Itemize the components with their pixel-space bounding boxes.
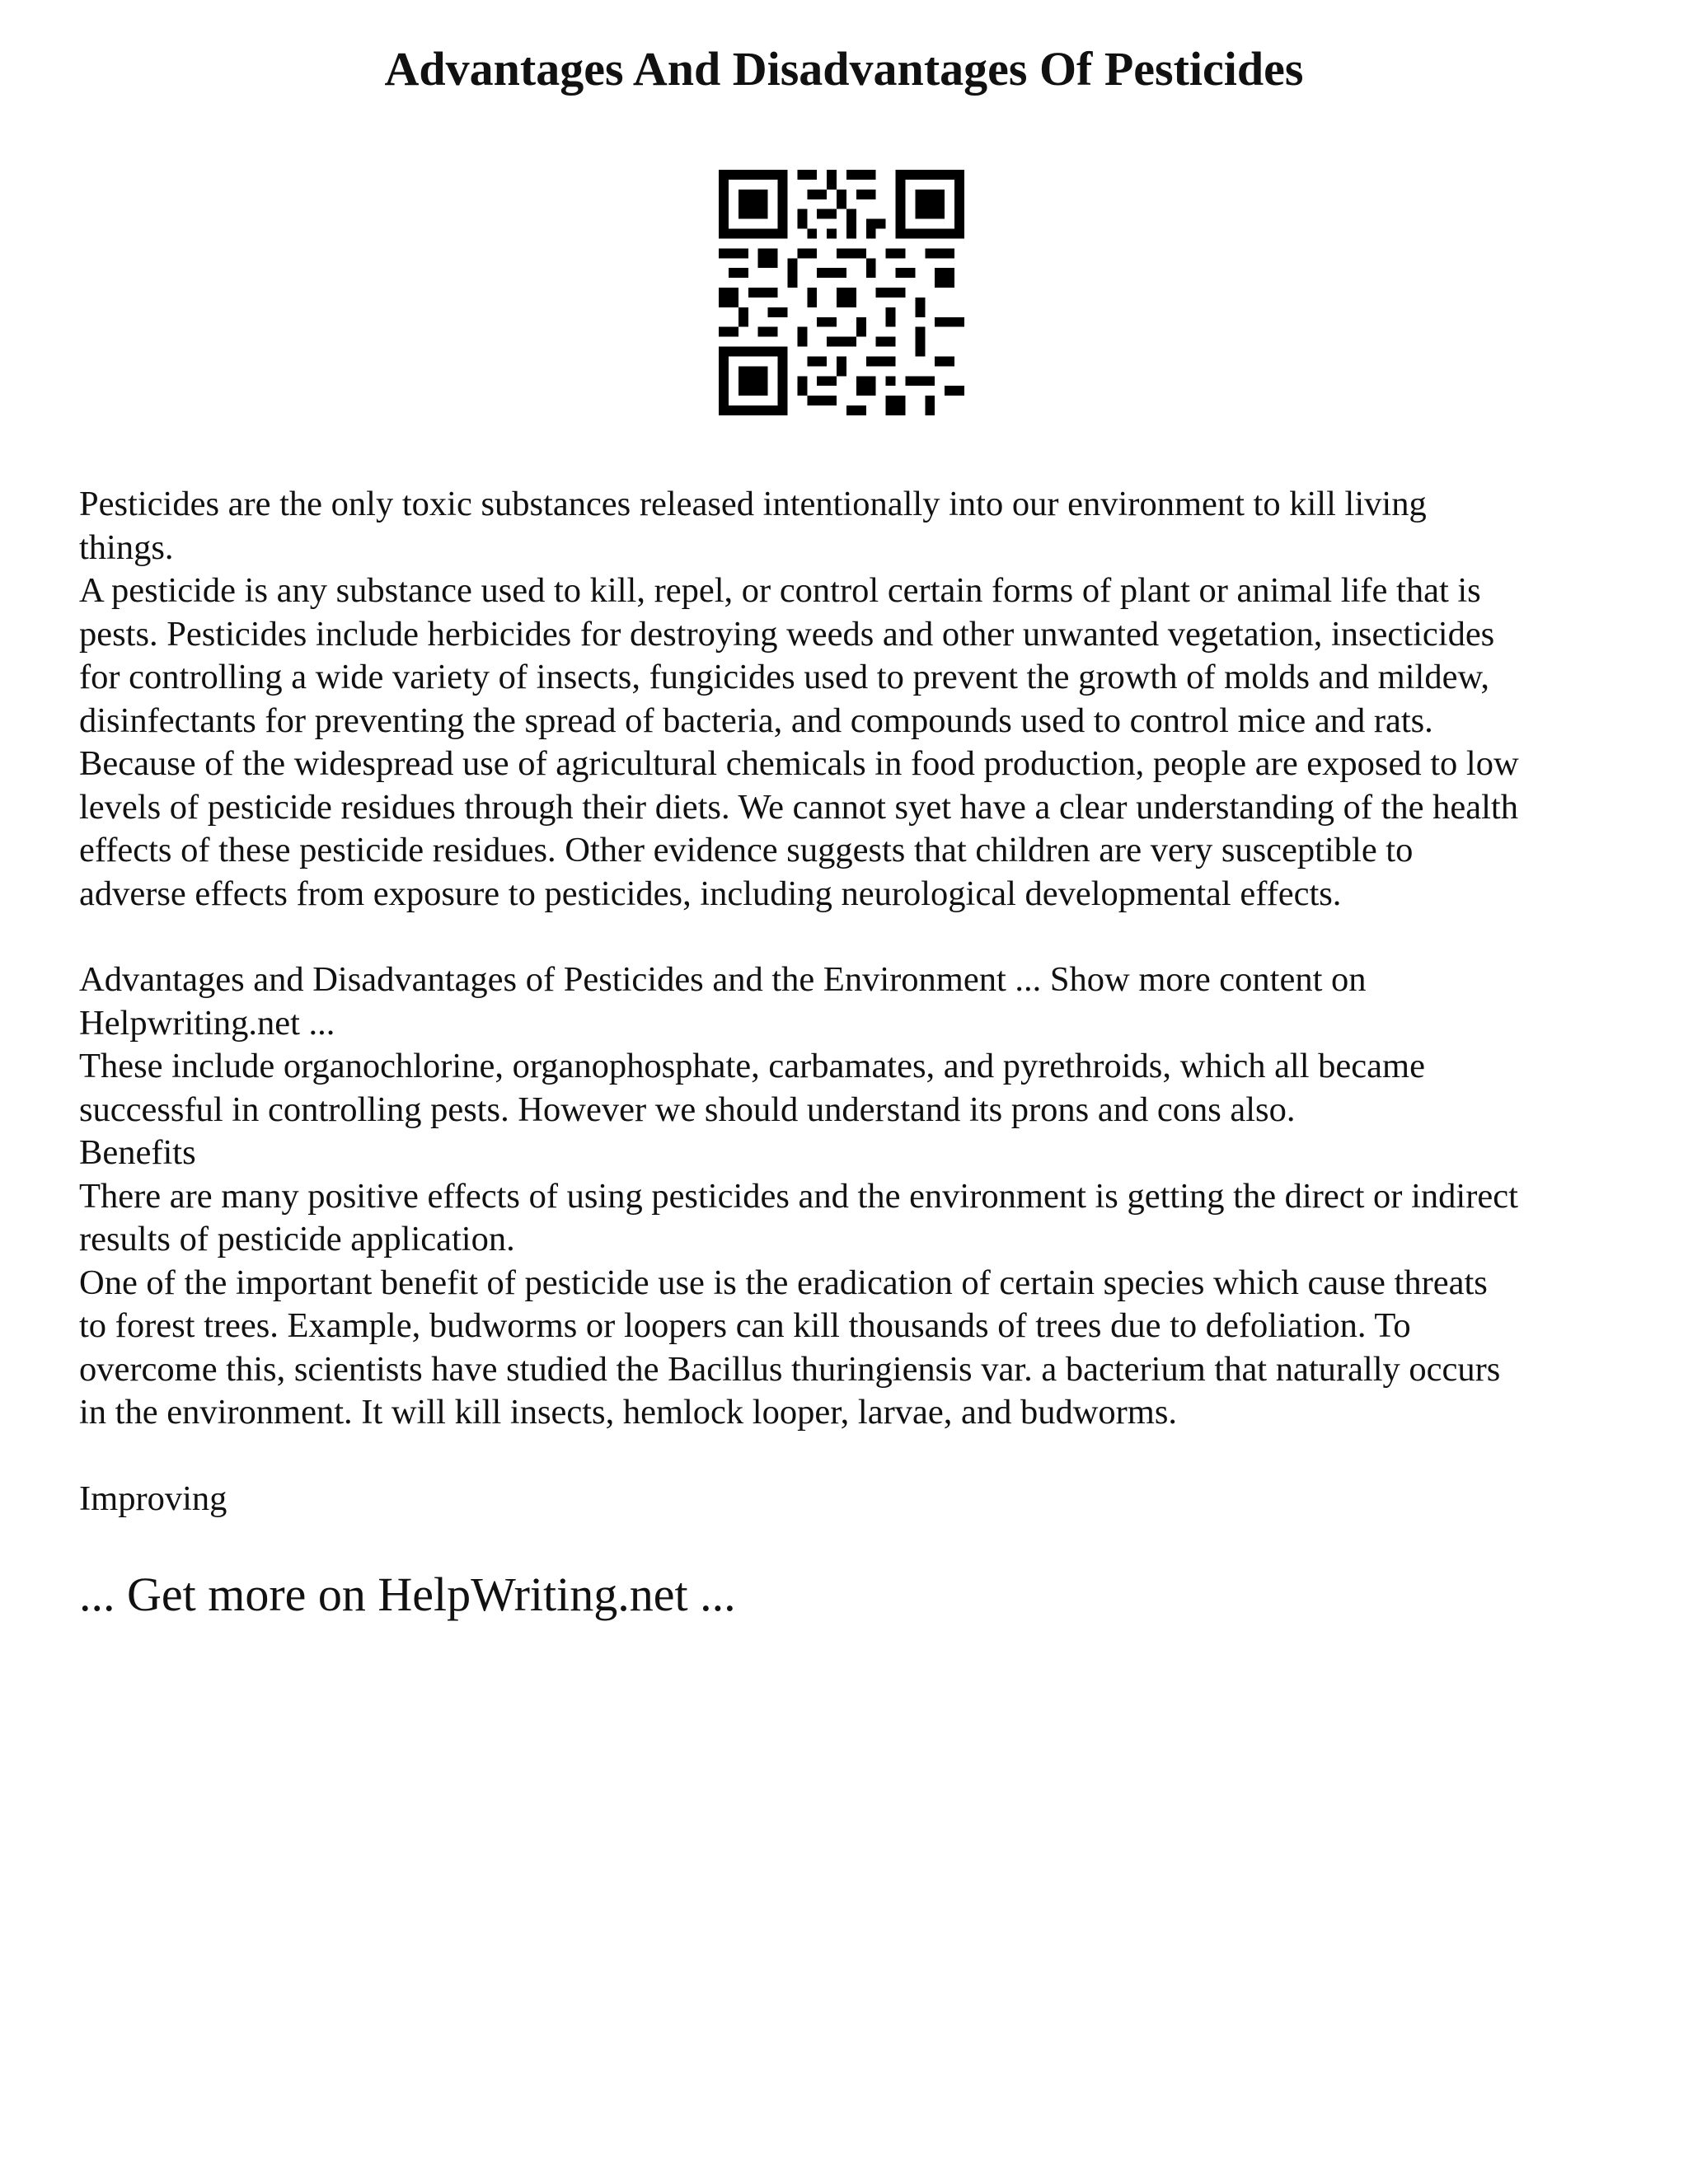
section-heading-improving: Improving	[79, 1479, 227, 1518]
paragraph-intro: Pesticides are the only toxic substances released intentionally into our environment to kill living things.	[79, 485, 1427, 567]
get-more-link[interactable]: ... Get more on HelpWriting.net ...	[79, 1568, 736, 1621]
paragraph-definition: A pesticide is any substance used to kill, repel, or control certain forms of plant or animal life that is pests. Pesticides include herbicides for destroying weeds and other unwanted vegetation, insecticides for controlling a wide variety of insects, fungicides used to prevent the growth of molds and mildew, disinfectants for preventing the spread of bacteria, and compounds used to control mice and rats. Because of the widespread use of agricultural chemicals in food production, people are exposed to low levels of pesticide residues through their diets. We cannot syet have a clear understanding of the health effects of these pesticide residues. Other evidence suggests that children are very susceptible to adverse effects from exposure to pesticides, including neurological developmental effects.	[79, 571, 1519, 913]
paragraph-show-more: Advantages and Disadvantages of Pesticides and the Environment ... Show more content on Helpwriting.net ...	[79, 960, 1367, 1043]
section-heading-benefits: Benefits	[79, 1133, 196, 1172]
qr-code-icon	[719, 170, 964, 415]
paragraph-positive-effects: There are many positive effects of using pesticides and the environment is getting the direct or indirect results of pesticide application.	[79, 1176, 1518, 1258]
paragraph-gap	[79, 916, 1629, 958]
page-title: Advantages And Disadvantages Of Pesticides	[384, 42, 1304, 96]
document-body	[79, 483, 1629, 1521]
paragraph-organochlorine: These include organochlorine, organophosphate, carbamates, and pyrethroids, which all became successful in controlling pests. However we should understand its prons and cons also.	[79, 1047, 1425, 1129]
paragraph-gap	[79, 1435, 1629, 1478]
paragraph-eradication: One of the important benefit of pesticide use is the eradication of certain species which cause threats to forest trees. Example, budworms or loopers can kill thousands of trees due to defoliation. To overcome this, scientists have studied the Bacillus thuringiensis var. a bacterium that naturally occurs in the environment. It will kill insects, hemlock looper, larvae, and budworms.	[79, 1263, 1501, 1432]
